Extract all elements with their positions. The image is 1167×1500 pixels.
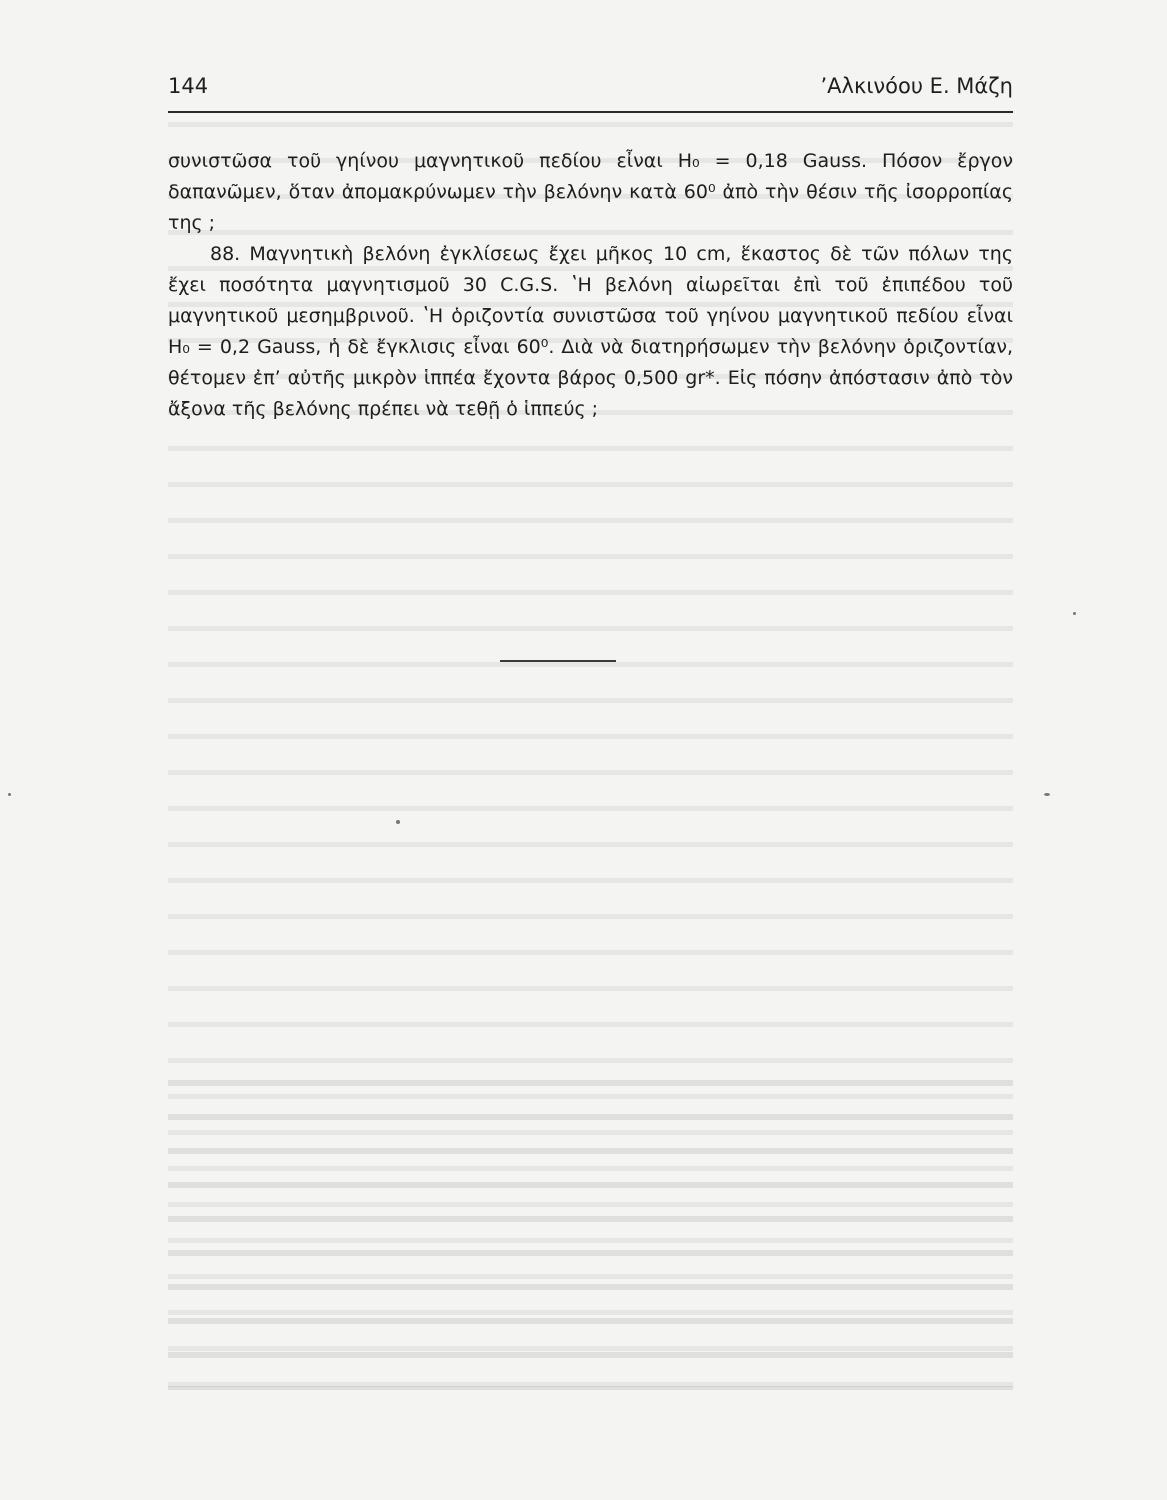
scan-speck (1044, 793, 1050, 796)
page-header (168, 74, 1013, 106)
paragraph-problem-88: 88. Μαγνητικὴ βελόνη ἐγκλίσεως ἔχει μῆκος 10 cm, ἕκαστος δὲ τῶν πόλων της ἔχει ποσότητα μαγνητισμοῦ 30 C.G.S. ʽΗ βελόνη αἰωρεῖται ἐπὶ τοῦ ἐπιπέδου τοῦ μαγνητικοῦ μεσημβρινοῦ. ʽΗ ὁριζοντία συνιστῶσα τοῦ γηίνου μαγνητικοῦ πεδίου εἶναι H₀ = 0,2 Gauss, ἡ δὲ ἔγκλισις εἶναι 60⁰. Διὰ νὰ διατηρήσωμεν τὴν βελόνην ὁριζοντίαν, θέτομεν ἐπ’ αὐτῆς μικρὸν ἱππέα ἔχοντα βάρος 0,500 gr*. Εἰς πόσην ἀπόστασιν ἀπὸ τὸν ἄξονα τῆς βελόνης πρέπει νὰ τεθῇ ὁ ἱππεύς ; (168, 243, 1013, 420)
scan-speck (8, 793, 11, 796)
section-end-divider (500, 660, 616, 662)
running-title: ’Αλκινόου Ε. Μάζη (820, 74, 1013, 98)
header-rule (168, 111, 1013, 113)
scan-speck (396, 820, 400, 824)
page-number: 144 (168, 74, 209, 98)
reverse-side-bleed-through-lower (168, 1060, 1013, 1390)
body-text (168, 146, 1013, 425)
scan-speck (1073, 612, 1076, 615)
paragraph-continuation: συνιστῶσα τοῦ γηίνου μαγνητικοῦ πεδίου εἶναι H₀ = 0,18 Gauss. Πόσον ἔργον δαπανῶμεν, ὅταν ἀπομακρύνωμεν τὴν βελόνην κατὰ 60⁰ ἀπὸ τὴν θέσιν τῆς ἰσορροπίας της ; (168, 150, 1013, 234)
